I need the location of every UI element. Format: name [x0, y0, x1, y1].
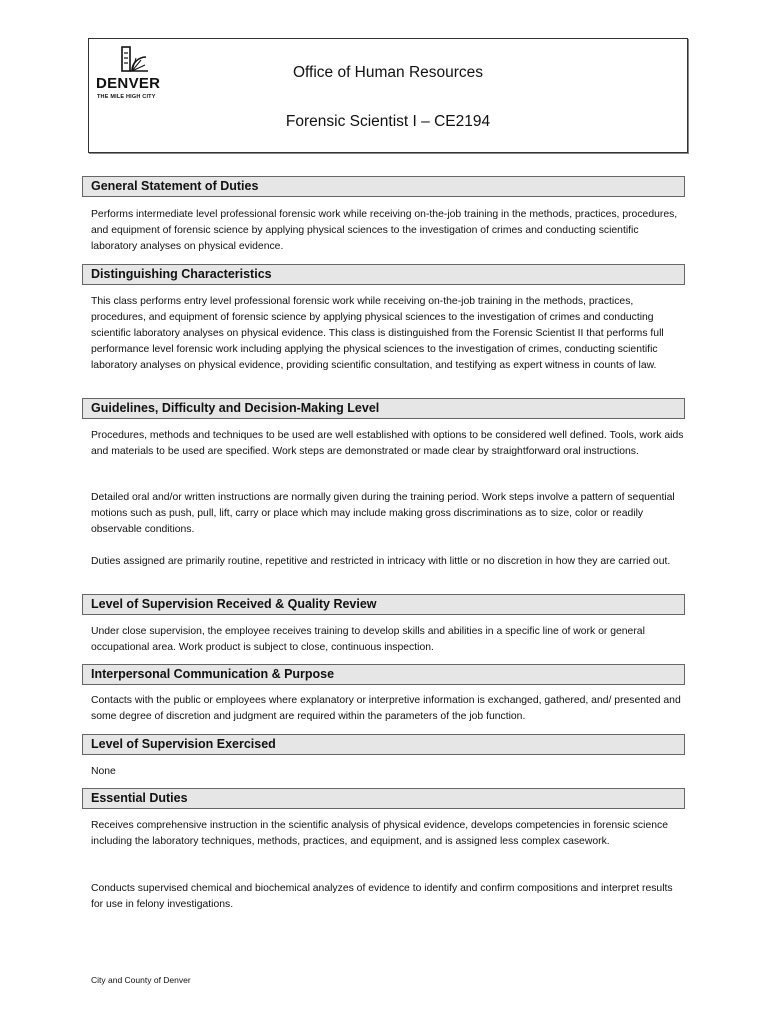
- section-heading-supervision-received: [82, 594, 685, 615]
- section-heading-text: General Statement of Duties: [91, 179, 259, 193]
- essential-duties-text-1: Receives comprehensive instruction in the scientific analysis of physical evidence, develops competencies in forensic science including the laboratory techniques, methods, practices, and equipment, and is assigned less complex casework.: [91, 820, 668, 847]
- guidelines-text-1: Procedures, methods and techniques to be used are well established with options to be considered well defined. Tools, work aids and materials to be used are specified. Work steps are demonstrated or made clear by straightforward oral instructions.: [91, 430, 684, 457]
- supervision-exercised-text: None: [91, 766, 116, 777]
- job-title: Forensic Scientist I – CE2194: [285, 113, 491, 130]
- section-heading-text: Level of Supervision Exercised: [91, 737, 276, 751]
- office-title: Office of Human Resources: [292, 64, 484, 81]
- section-heading-text: Essential Duties: [91, 791, 188, 805]
- section-heading-interpersonal: [82, 664, 685, 685]
- interpersonal-text: Contacts with the public or employees where explanatory or interpretive information is exchanged, gathered, and/ presented and some degree of discretion and judgment are required within the parameters of the job function.: [91, 695, 681, 722]
- logo-tagline: THE MILE HIGH CITY: [97, 94, 156, 100]
- section-heading-essential-duties: [82, 788, 685, 809]
- section-heading-general-statement: [82, 176, 685, 197]
- distinguishing-text: This class performs entry level professional forensic work while receiving on-the-job training in the methods, practices, procedures, and equipment of forensic science by applying physical sciences to the investigation of crimes and conducting scientific laboratory analyses on physical evidence. This class is distinguished from the Forensic Scientist II that performs full performance level forensic work including applying the physical sciences to the investigation of crimes, conducting scientific laboratory analyses on physical evidence, providing scientific consultation, and testifying as expert witness in counts of law.: [91, 296, 664, 371]
- section-heading-text: Interpersonal Communication & Purpose: [91, 667, 335, 681]
- guidelines-text-3: Duties assigned are primarily routine, repetitive and restricted in intricacy with little or no discretion in how they are carried out.: [91, 556, 671, 567]
- section-heading-distinguishing: [82, 264, 685, 285]
- essential-duties-text-2: Conducts supervised chemical and biochemical analyzes of evidence to identify and confirm compositions and interpret results for use in felony investigations.: [91, 883, 673, 910]
- page-footer: City and County of Denver: [91, 975, 191, 985]
- section-heading-text: Distinguishing Characteristics: [91, 267, 272, 281]
- document-header: [88, 38, 688, 153]
- section-heading-text: Guidelines, Difficulty and Decision-Making Level: [91, 401, 380, 415]
- general-statement-text: Performs intermediate level professional forensic work while receiving on-the-job training in the methods, practices, procedures, and equipment of forensic science by applying physical sciences to the investigation of crimes and conducting scientific laboratory analyses on physical evidence.: [91, 209, 678, 252]
- section-heading-text: Level of Supervision Received & Quality Review: [91, 597, 377, 611]
- section-heading-guidelines: [82, 398, 685, 419]
- section-heading-supervision-exercised: [82, 734, 685, 755]
- guidelines-text-2: Detailed oral and/or written instructions are normally given during the training period. Work steps involve a pattern of sequential motions such as push, pull, lift, carry or place which may include making gross discriminations as to size, color or readily observable conditions.: [91, 492, 675, 535]
- supervision-received-text: Under close supervision, the employee receives training to develop skills and abilities in a specific line of work or general occupational area. Work product is subject to close, continuous inspection.: [91, 626, 645, 653]
- logo-wordmark: DENVER: [96, 75, 161, 92]
